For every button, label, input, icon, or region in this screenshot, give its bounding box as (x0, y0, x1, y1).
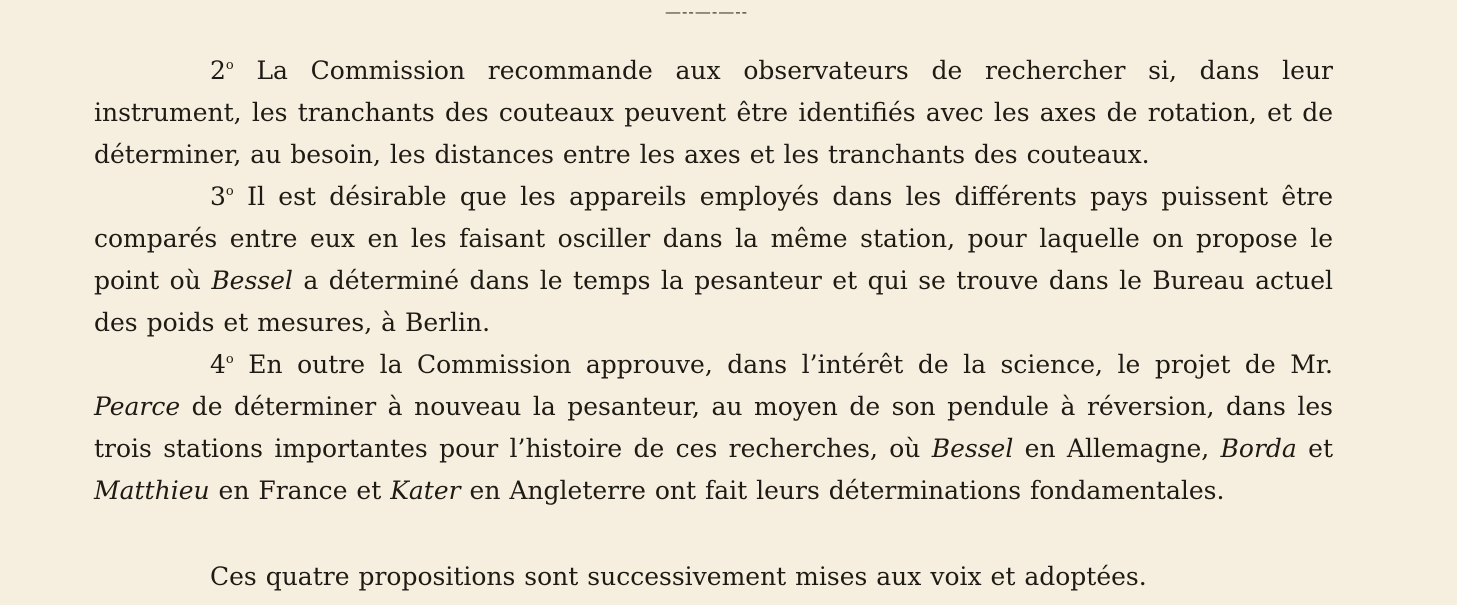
paragraph-4-number: 4$^o$ (210, 350, 234, 379)
name-bessel: Bessel (931, 434, 1014, 463)
paragraph-4-text-b: de déterminer à nouveau la pesanteur, au moyen de son pendule à réversion, dans les trois stations importantes pour l’histoire de ces recherches, où (94, 392, 1333, 463)
paragraph-2-text: La Commission recommande aux observateurs de rechercher si, dans leur instrument, les tranchants des couteaux peuvent être identifiés avec les axes de rotation, et de déterminer, au besoin, les distances entre les axes et les tranchants des couteaux. (94, 56, 1333, 169)
paragraph-3-text-b: a déterminé dans le temps la pesanteur et qui se trouve dans le Bureau actuel des poids et mesures, à Berlin. (94, 266, 1333, 337)
paragraph-4-text-d: et (1296, 434, 1333, 463)
paragraph-2-number: 2$^o$ (210, 56, 234, 85)
paragraph-4-text-e: en France et (209, 476, 391, 505)
name-peirce: Pearce (94, 392, 181, 421)
paragraph-4-text-c: en Allemagne, (1013, 434, 1221, 463)
paragraph-4 (94, 344, 1333, 512)
paragraph-4-text-f: en Angleterre ont fait leurs déterminations fondamentales. (460, 476, 1225, 505)
name-bessel: Bessel (211, 266, 293, 295)
name-mathieu: Matthieu (94, 476, 210, 505)
paragraph-4-text-a: En outre la Commission approuve, dans l’intérêt de la science, le projet de Mr. (233, 350, 1333, 379)
name-borda: Borda (1220, 434, 1297, 463)
paragraph-3-number: 3$^o$ (210, 182, 234, 211)
paragraph-3-text-a: Il est désirable que les appareils employés dans les différents pays puissent être comparés entre eux en les faisant osciller dans la même station, pour laquelle on propose le point où (94, 182, 1333, 295)
page-header-mark: —--—-—-- (665, 2, 749, 21)
paragraph-conclusion (94, 556, 1333, 598)
name-kater: Kater (390, 476, 461, 505)
conclusion-text: Ces quatre propositions sont successivement mises aux voix et adoptées. (210, 562, 1147, 591)
conclusion-indent (94, 562, 210, 591)
paragraph-3 (94, 176, 1333, 344)
paragraph-2 (94, 50, 1333, 176)
